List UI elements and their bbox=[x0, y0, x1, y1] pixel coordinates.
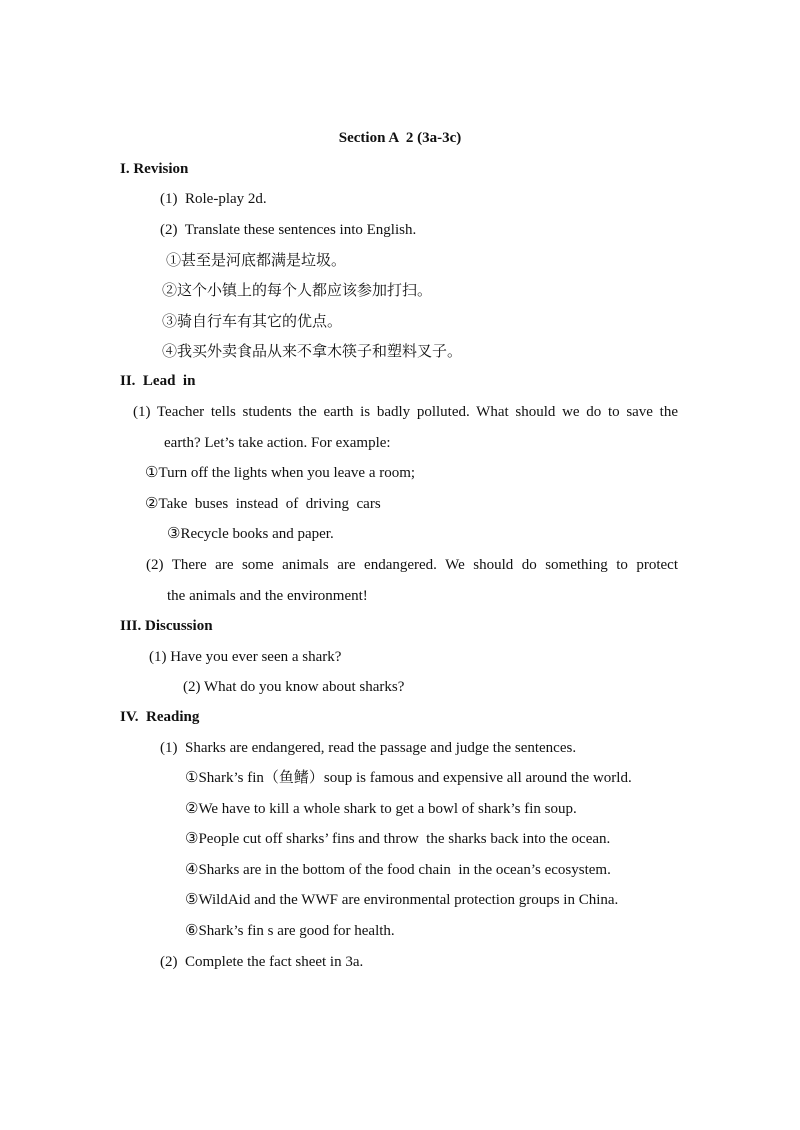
lead-in-item-1: (1) Teacher tells students the earth is badly polluted. What should we do to save the bbox=[133, 404, 678, 420]
judge-sentence-1: ①Shark’s fin（鱼鳍）soup is famous and expensive all around the world. bbox=[185, 770, 632, 786]
judge-sentence-4: ④Sharks are in the bottom of the food chain in the ocean’s ecosystem. bbox=[185, 862, 611, 878]
example-2: ②Take buses instead of driving cars bbox=[145, 496, 381, 512]
reading-item-1: (1) Sharks are endangered, read the passage and judge the sentences. bbox=[160, 740, 577, 756]
lead-in-item-2-cont: the animals and the environment! bbox=[167, 588, 368, 604]
example-3: ③Recycle books and paper. bbox=[167, 526, 334, 542]
judge-sentence-6: ⑥Shark’s fin s are good for health. bbox=[185, 923, 395, 939]
judge-sentence-5: ⑤WildAid and the WWF are environmental protection groups in China. bbox=[185, 892, 619, 908]
judge-sentence-2: ②We have to kill a whole shark to get a bowl of shark’s fin soup. bbox=[185, 801, 577, 817]
translate-sentence-2: ②这个小镇上的每个人都应该参加打扫。 bbox=[162, 283, 433, 299]
example-1: ①Turn off the lights when you leave a room; bbox=[145, 465, 416, 481]
reading-item-2: (2) Complete the fact sheet in 3a. bbox=[160, 954, 364, 970]
revision-item-2: (2) Translate these sentences into English. bbox=[160, 222, 417, 238]
translate-sentence-4: ④我买外卖食品从来不拿木筷子和塑料叉子。 bbox=[162, 344, 463, 360]
document-title: Section A 2 (3a-3c) bbox=[338, 130, 462, 146]
translate-sentence-3: ③骑自行车有其它的优点。 bbox=[162, 314, 343, 330]
judge-sentence-3: ③People cut off sharks’ fins and throw the sharks back into the ocean. bbox=[185, 831, 611, 847]
discussion-question-2: (2) What do you know about sharks? bbox=[183, 679, 405, 695]
discussion-question-1: (1) Have you ever seen a shark? bbox=[149, 649, 342, 665]
section-heading-lead-in: II. Lead in bbox=[120, 373, 196, 389]
lead-in-item-2: (2) There are some animals are endangered. We should do something to protect bbox=[146, 557, 678, 573]
section-heading-discussion: III. Discussion bbox=[120, 618, 213, 634]
revision-item-1: (1) Role-play 2d. bbox=[160, 191, 267, 207]
section-heading-revision: I. Revision bbox=[120, 161, 189, 177]
lead-in-item-1-cont: earth? Let’s take action. For example: bbox=[164, 435, 391, 451]
translate-sentence-1: ①甚至是河底都满是垃圾。 bbox=[166, 253, 347, 269]
section-heading-reading: IV. Reading bbox=[120, 709, 200, 725]
